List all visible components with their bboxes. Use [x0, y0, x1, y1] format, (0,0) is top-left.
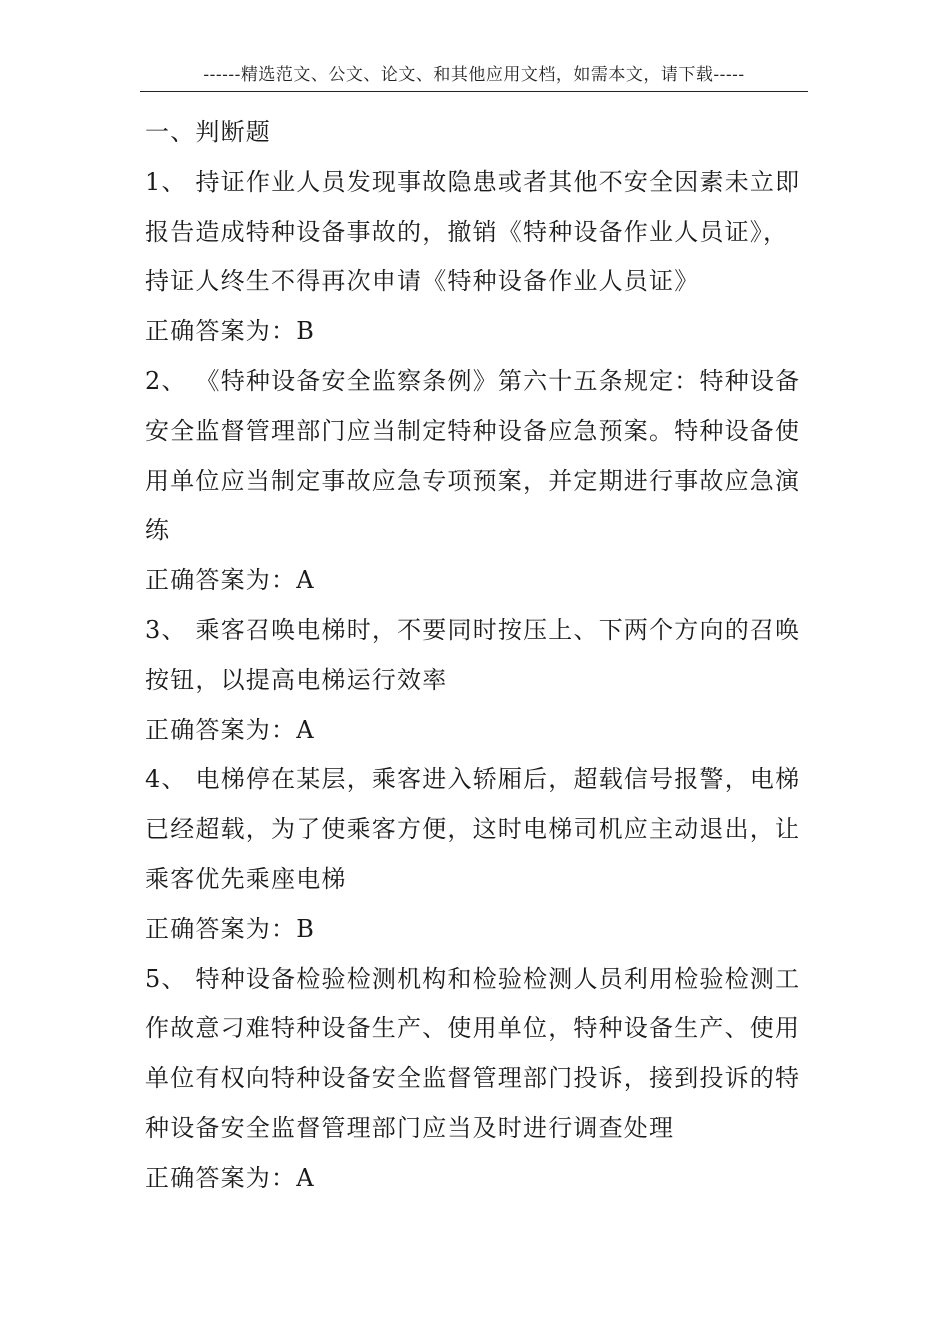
document-body — [145, 108, 807, 1204]
question-2-line-4: 练 — [145, 516, 171, 545]
question-5-answer: 正确答案为：A — [145, 1163, 315, 1192]
question-5-line-2: 作故意刁难特种设备生产、使用单位，特种设备生产、使用 — [145, 1014, 801, 1043]
question-4-line-3: 乘客优先乘座电梯 — [145, 864, 347, 893]
question-3-line-1: 3、 乘客召唤电梯时，不要同时按压上、下两个方向的召唤 — [145, 615, 801, 644]
header-divider — [140, 91, 808, 92]
question-3-line-2: 按钮，以提高电梯运行效率 — [145, 665, 448, 694]
question-2-line-2: 安全监督管理部门应当制定特种设备应急预案。特种设备使 — [145, 416, 801, 445]
question-1-line-2: 报告造成特种设备事故的，撤销《特种设备作业人员证》， — [145, 217, 789, 246]
question-5-line-3: 单位有权向特种设备安全监督管理部门投诉，接到投诉的特 — [145, 1064, 801, 1093]
question-1-line-1: 1、 持证作业人员发现事故隐患或者其他不安全因素未立即 — [145, 167, 801, 196]
question-5-line-4: 种设备安全监督管理部门应当及时进行调查处理 — [145, 1113, 675, 1142]
page-header: ------精选范文、公文、论文、和其他应用文档，如需本文，请下载----- — [203, 65, 745, 85]
question-2-line-1: 2、 《特种设备安全监察条例》第六十五条规定：特种设备 — [145, 366, 801, 395]
question-4-line-1: 4、 电梯停在某层，乘客进入轿厢后，超载信号报警，电梯 — [145, 765, 801, 794]
question-4-answer: 正确答案为：B — [145, 914, 316, 943]
question-1-line-3: 持证人终生不得再次申请《特种设备作业人员证》 — [145, 267, 700, 296]
question-3-answer: 正确答案为：A — [145, 715, 315, 744]
question-1-answer: 正确答案为：B — [145, 317, 316, 346]
question-4-line-2: 已经超载，为了使乘客方便，这时电梯司机应主动退出，让 — [145, 815, 801, 844]
question-2-line-3: 用单位应当制定事故应急专项预案，并定期进行事故应急演 — [145, 466, 801, 495]
section-title: 一、判断题 — [145, 118, 271, 146]
question-2-answer: 正确答案为：A — [145, 566, 315, 595]
question-5-line-1: 5、 特种设备检验检测机构和检验检测人员利用检验检测工 — [145, 964, 801, 993]
